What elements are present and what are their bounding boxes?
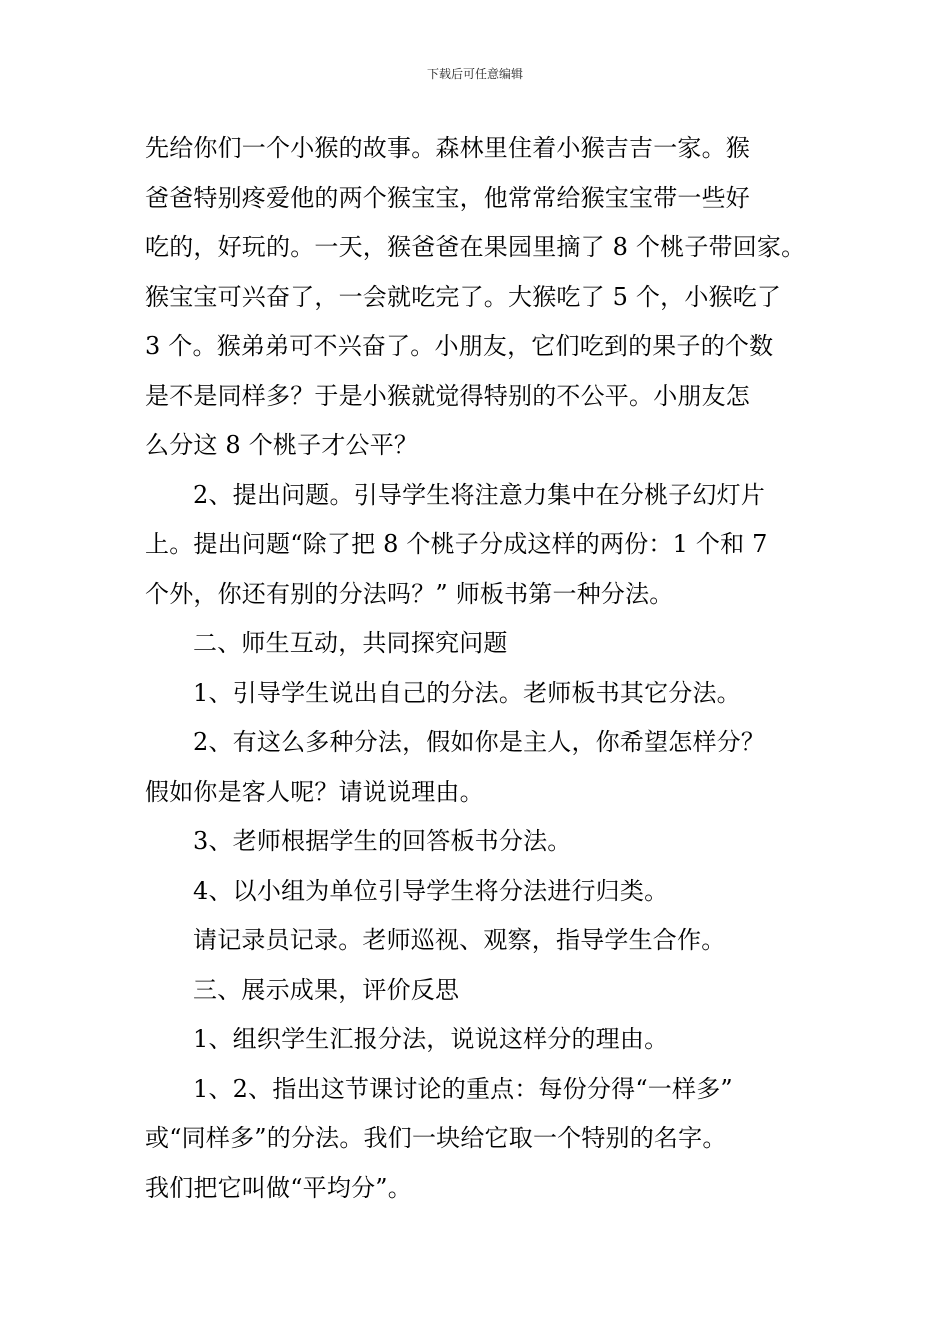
text-line: 1、2、指出这节课讨论的重点：每份分得“一样多” <box>193 1074 733 1103</box>
text-line: 1、组织学生汇报分法，说说这样分的理由。 <box>193 1025 669 1053</box>
document-body <box>145 124 825 1213</box>
text-line: 爸爸特别疼爱他的两个猴宝宝，他常常给猴宝宝带一些好 <box>145 183 750 212</box>
text-line: 2、有这么多种分法，假如你是主人，你希望怎样分？ <box>193 728 766 756</box>
paragraph-recorder <box>145 916 825 966</box>
text-line: 是不是同样多？于是小猴就觉得特别的不公平。小朋友怎 <box>145 381 750 410</box>
text-line: 么分这 8 个桃子才公平？ <box>145 431 419 459</box>
paragraph-report <box>145 1015 825 1065</box>
text-line: 3、老师根据学生的回答板书分法。 <box>193 827 572 855</box>
page-header: 下载后可任意编辑 <box>426 67 523 81</box>
paragraph-step-1 <box>145 669 825 719</box>
text-line: 猴宝宝可兴奋了，一会就吃完了。大猴吃了 5 个，小猴吃了 <box>145 282 782 311</box>
text-line: 吃的，好玩的。一天，猴爸爸在果园里摘了 8 个桃子带回家。 <box>145 233 806 261</box>
text-line: 2、提出问题。引导学生将注意力集中在分桃子幻灯片 <box>193 480 766 509</box>
text-line: 假如你是客人呢？请说说理由。 <box>145 777 484 806</box>
paragraph-step-4 <box>145 867 825 917</box>
text-line: 上。提出问题“除了把 8 个桃子分成这样的两份：1 个和 7 <box>145 530 768 558</box>
paragraph-step-3 <box>145 817 825 867</box>
paragraph-key-point <box>145 1065 825 1214</box>
text-line: 请记录员记录。老师巡视、观察，指导学生合作。 <box>193 926 726 954</box>
section-heading-interaction <box>145 619 825 669</box>
paragraph-step-2 <box>145 718 825 817</box>
text-line: 1、引导学生说出自己的分法。老师板书其它分法。 <box>193 678 741 707</box>
text-line: 个外，你还有别的分法吗？” 师板书第一种分法。 <box>145 579 674 608</box>
text-line: 或“同样多”的分法。我们一块给它取一个特别的名字。 <box>145 1124 727 1152</box>
paragraph-raise-question <box>145 471 825 620</box>
text-line: 三、展示成果，评价反思 <box>193 975 460 1004</box>
text-line: 3 个。猴弟弟可不兴奋了。小朋友，它们吃到的果子的个数 <box>145 332 774 360</box>
text-line: 4、以小组为单位引导学生将分法进行归类。 <box>193 876 669 905</box>
section-heading-results <box>145 966 825 1016</box>
text-line: 二、师生互动，共同探究问题 <box>193 629 508 657</box>
paragraph-story <box>145 124 825 471</box>
text-line: 我们把它叫做“平均分”。 <box>145 1173 412 1202</box>
text-line: 先给你们一个小猴的故事。森林里住着小猴吉吉一家。猴 <box>145 134 750 162</box>
